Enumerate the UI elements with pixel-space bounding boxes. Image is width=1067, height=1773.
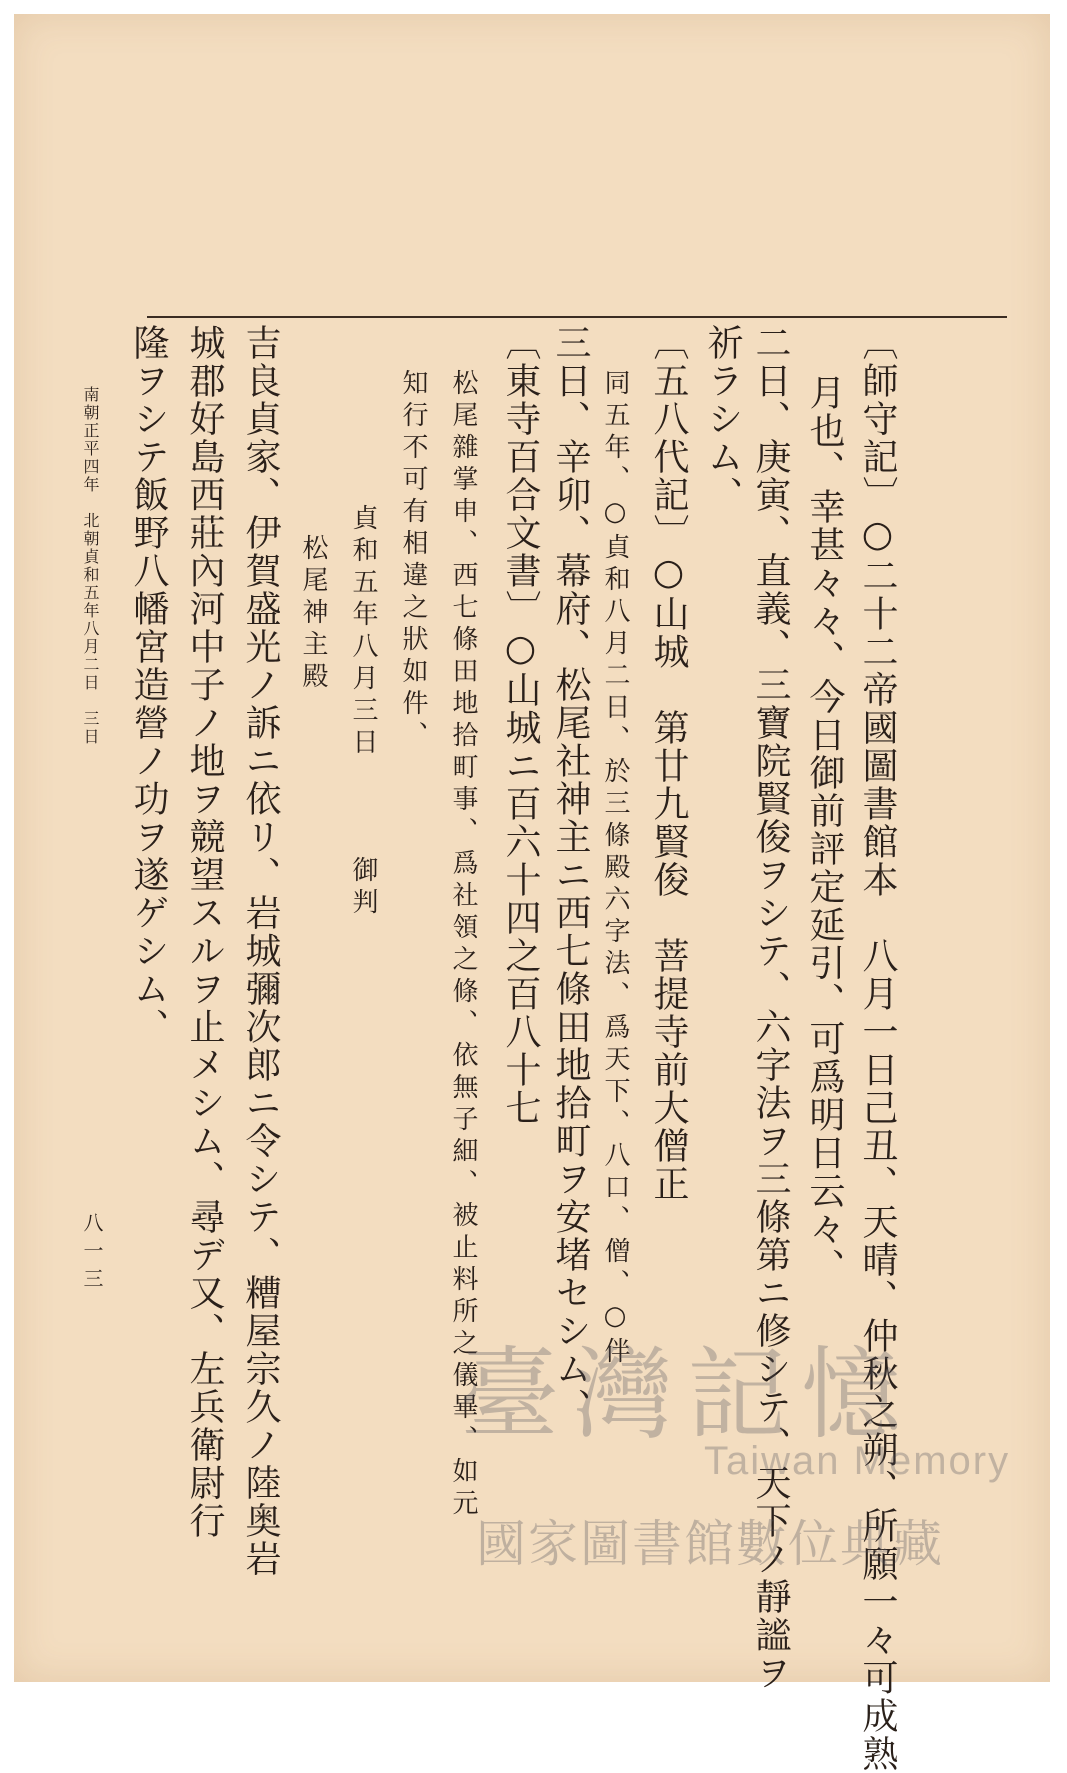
text-column-11: 貞和五年八月三日 御判 xyxy=(348,504,378,920)
watermark-taiwan-memory-logo: 臺灣記憶 xyxy=(459,1336,915,1453)
margin-date-note: 南朝正平四年 北朝貞和五年八月二日 三日 xyxy=(81,386,100,746)
text-column-4: 祈ラシム、 xyxy=(702,324,743,514)
text-column-5: 〔五八代記〕○山城 第廿九賢俊 菩提寺前大僧正 xyxy=(648,324,689,1203)
watermark-library-text: 國家圖書館數位典藏 xyxy=(476,1515,944,1573)
text-column-9: 松尾雜掌申、西七條田地拾町事、爲社領之條、依無子細、被止料所之儀畢、如元 xyxy=(448,369,478,1521)
text-column-7: 三日、辛卯、幕府、松尾社神主ニ西七條田地拾町ヲ安堵セシム、 xyxy=(550,324,591,1426)
watermark-english-text: Taiwan Memory xyxy=(704,1439,1011,1483)
book-page xyxy=(14,14,1050,1773)
header-rule xyxy=(147,316,1007,318)
text-column-8: 〔東寺百合文書〕○山城ニ百六十四之百八十七 xyxy=(500,324,541,1127)
text-column-15: 隆ヲシテ飯野八幡宮造營ノ功ヲ遂ゲシム、 xyxy=(128,324,169,1046)
page-number: 八一三 xyxy=(80,1212,104,1296)
text-column-2: 月也、幸甚々々、今日御前評定延引、可爲明日云々、 xyxy=(804,374,845,1286)
text-column-6: 同五年、○貞和八月二日、於三條殿六字法、爲天下、八口、僧、○伴 xyxy=(600,369,630,1369)
text-column-10: 知行不可有相違之狀如件、 xyxy=(398,369,428,753)
text-column-12: 松尾神主殿 xyxy=(298,534,328,694)
source-citation-shishuki: 〔師守記〕○二十二帝國圖書館本 八月一日己丑、天晴、仲秋之朔、所願一々可成熟 xyxy=(857,324,898,1773)
text-column-3: 二日、庚寅、直義、三寶院賢俊ヲシテ、六字法ヲ三條第ニ修シテ、天下ノ靜謐ヲ xyxy=(750,324,791,1692)
text-column-14: 城郡好島西莊內河中子ノ地ヲ競望スルヲ止メシム、尋デ又、左兵衛尉行 xyxy=(184,324,225,1540)
text-column-13: 吉良貞家、伊賀盛光ノ訴ニ依リ、岩城彌次郎ニ令シテ、糟屋宗久ノ陸奥岩 xyxy=(240,324,281,1578)
